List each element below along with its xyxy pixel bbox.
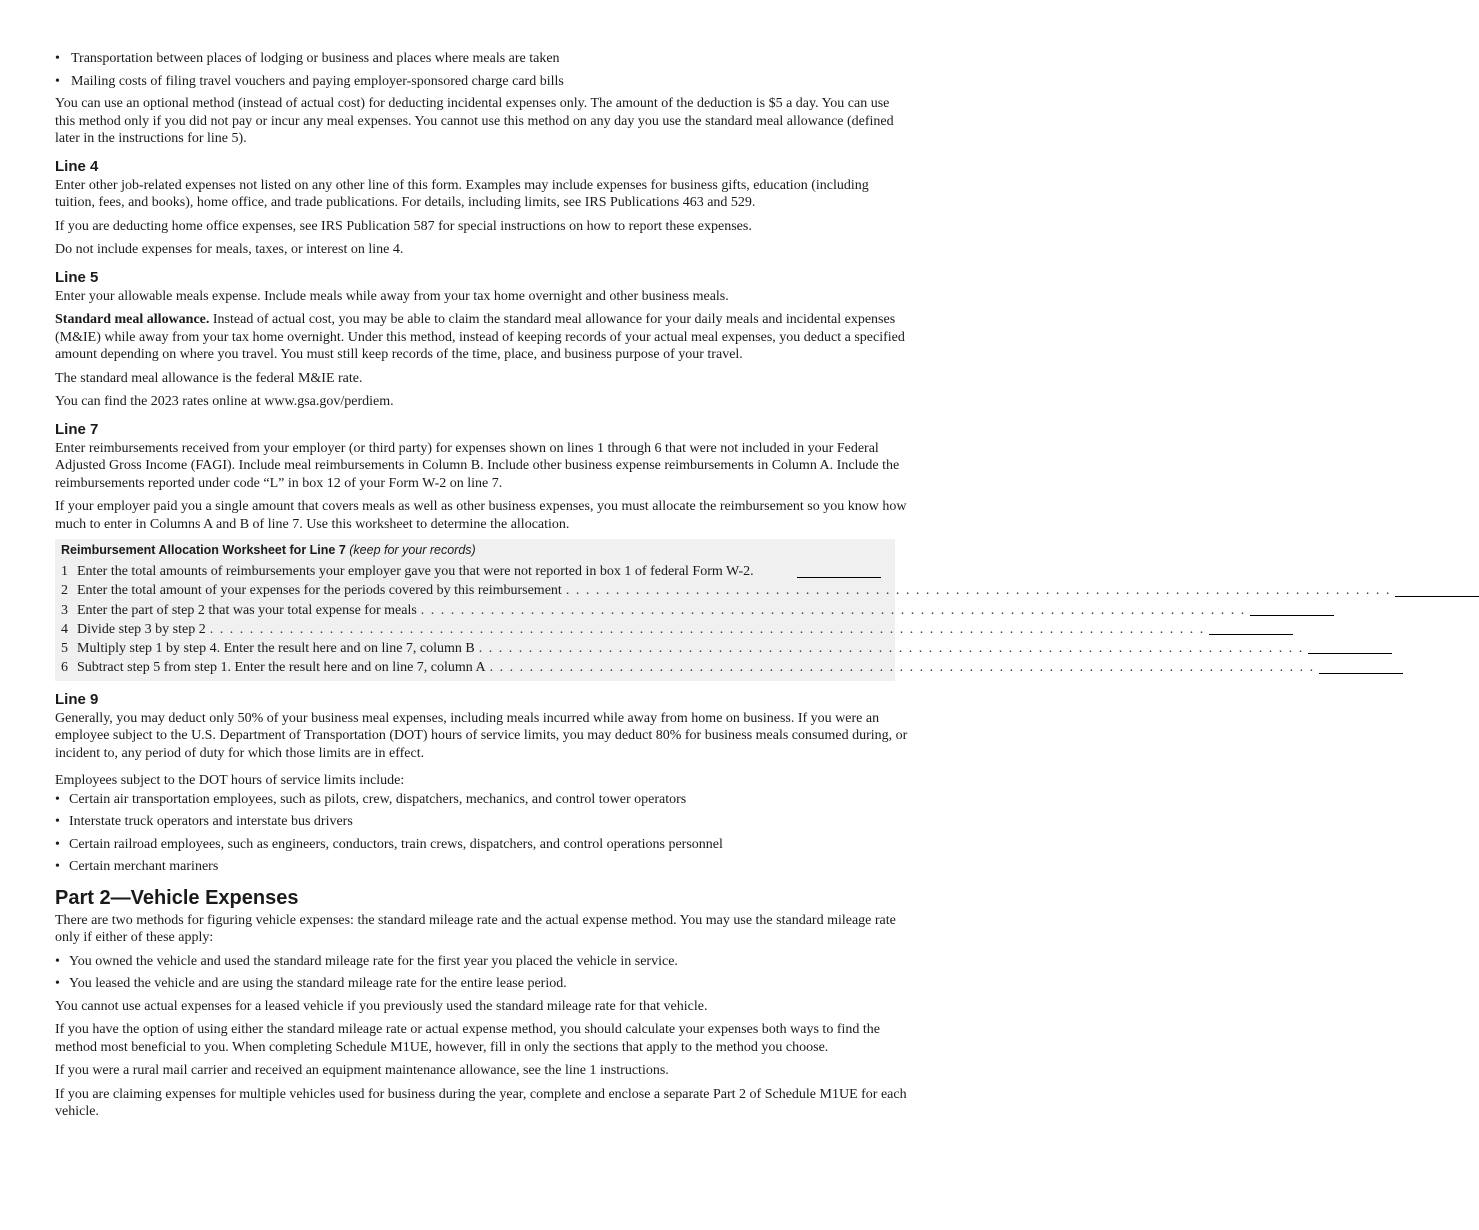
- worksheet-row: [61, 581, 1391, 600]
- worksheet-step-text: Subtract step 5 from step 1. Enter the result here and on line 7, column A: [77, 660, 486, 676]
- worksheet-answer-field[interactable]: [1250, 614, 1334, 616]
- line4-heading: Line 4: [55, 157, 99, 175]
- part2-paragraph: If you were a rural mail carrier and received an equipment maintenance allowance, see the line 1 instructions.: [55, 1063, 669, 1079]
- instructions-page: [55, 50, 1391, 1127]
- dot-leader: . . . . . . . . . . . . . . . . . . . . . . . . . . . . . . . . . . . . . . . . . . . . . . . . . . . . . . . . . . . . . . . . . . . . . . . . . . . . . . . . . . .: [489, 660, 1315, 676]
- list-item: • You leased the vehicle and are using the standard mileage rate for the entire lease period.: [55, 975, 910, 993]
- dot-leader: . . . . . . . . . . . . . . . . . . . . . . . . . . . . . . . . . . . . . . . . . . . . . . . . . . . . . . . . . . . . . . . . . . . . . . . . . . . . . . . . . . .: [420, 602, 1246, 618]
- list-item: • You owned the vehicle and used the standard mileage rate for the first year you placed the vehicle in service.: [55, 953, 910, 971]
- worksheet-step-number: 5: [61, 640, 68, 656]
- incidental-expenses-paragraph: You can use an optional method (instead of actual cost) for deducting incidental expenses only. The amount of the deduction is $5 a day. You can use this method only if you did not pay or incur any meal expenses. You cannot use this method on any day you use the standard meal allowance (defined later in the instructions for line 5).: [55, 96, 894, 146]
- line4-paragraph: Do not include expenses for meals, taxes, or interest on line 4.: [55, 242, 404, 257]
- line9-paragraph: Employees subject to the DOT hours of service limits include:: [55, 773, 405, 789]
- worksheet-title: [61, 542, 881, 560]
- part2-paragraph: If you are claiming expenses for multiple vehicles used for business during the year, complete and enclose a separate Part 2 of Schedule M1UE for each vehicle.: [55, 1086, 907, 1120]
- worksheet-answer-field[interactable]: [1319, 672, 1403, 674]
- worksheet-row: [61, 638, 1304, 657]
- list-item: • Certain railroad employees, such as engineers, conductors, train crews, dispatchers, and control operations personnel: [55, 836, 910, 854]
- list-item: • Transportation between places of lodging or business and places where meals are taken: [55, 50, 910, 68]
- reimbursement-worksheet: [55, 539, 1391, 681]
- part2-paragraph: There are two methods for figuring vehicle expenses: the standard mileage rate and the actual expense method. You may use the standard mileage rate only if either of these apply:: [55, 912, 896, 946]
- part2-paragraph: You cannot use actual expenses for a leased vehicle if you previously used the standard mileage rate for that vehicle.: [55, 998, 708, 1014]
- dot-leader: . . . . . . . . . . . . . . . . . . . . . . . . . . . . . . . . . . . . . . . . . . . . . . . . . . . . . . . . . . . . . . . . . . . . . . . . . . . . . . . . . . .: [565, 583, 1391, 599]
- standard-meal-allowance-text: Instead of actual cost, you may be able to claim the standard meal allowance for your daily meals and incidental expenses (M&IE) while away from your tax home overnight. Under this method, instead of keeping records of your actual meal expenses, you deduct a specified amount depending on where you travel. You must still keep records of the time, place, and business purpose of your travel.: [55, 312, 905, 362]
- list-item: • Interstate truck operators and interstate bus drivers: [55, 813, 910, 831]
- worksheet-answer-field[interactable]: [1308, 652, 1392, 654]
- worksheet-step-number: 4: [61, 621, 68, 637]
- worksheet-row: [61, 619, 1205, 638]
- line5-heading: Line 5: [55, 268, 99, 286]
- part2-paragraph: If you have the option of using either the standard mileage rate or actual expense method, you should calculate your expenses both ways to find the method most beneficial to you. When completing Schedule M1UE, however, fill in only the sections that apply to the method you choose.: [55, 1022, 880, 1055]
- line4-paragraph: If you are deducting home office expenses, see IRS Publication 587 for special instructions on how to report these expenses.: [55, 218, 752, 234]
- part2-heading: Part 2—Vehicle Expenses: [55, 886, 299, 909]
- line4-paragraph: Enter other job-related expenses not listed on any other line of this form. Examples may include expenses for business gifts, education (including tuition, fees, and books), home office, and trade publications. For details, including limits, see IRS Publications 463 and 529.: [55, 177, 869, 210]
- line7-heading: Line 7: [55, 420, 99, 438]
- standard-meal-allowance-term: Standard meal allowance.: [55, 312, 210, 327]
- worksheet-row: [61, 600, 1246, 619]
- worksheet-answer-field[interactable]: [1395, 595, 1479, 597]
- dot-leader: . . . . . . . . . . . . . . . . . . . . . . . . . . . . . . . . . . . . . . . . . . . . . . . . . . . . . . . . . . . . . . . . . . . . . . . . . . . . . . . . . . .: [478, 640, 1304, 656]
- worksheet-step-text: Enter the total amount of your expenses for the periods covered by this reimbursement: [77, 583, 562, 599]
- line9-paragraph: Generally, you may deduct only 50% of your business meal expenses, including meals incurred while away from home on business. If you were an employee subject to the U.S. Department of Transportation (DOT) hours of service limits, you may deduct 80% for business meals consumed during, or incident to, any period of duty for which those limits are in effect.: [55, 710, 908, 761]
- line5-paragraph: Enter your allowable meals expense. Include meals while away from your tax home overnight and other business meals.: [55, 288, 729, 304]
- worksheet-step-text: Enter the total amounts of reimbursements your employer gave you that were not reported in box 1 of federal Form W-2.: [77, 564, 754, 580]
- worksheet-step-number: 1: [61, 564, 68, 580]
- worksheet-step-number: 2: [61, 583, 68, 599]
- worksheet-row: [61, 657, 1315, 676]
- line7-paragraph: Enter reimbursements received from your employer (or third party) for expenses shown on lines 1 through 6 that were not included in your Federal Adjusted Gross Income (FAGI). Include meal reimbursements in Column B. Include other business expense reimbursements in Column A. Include the reimbursements reported under code “L” in box 12 of your Form W-2 on line 7.: [55, 440, 900, 491]
- worksheet-answer-field[interactable]: [1209, 633, 1293, 635]
- line5-paragraph: [55, 311, 910, 364]
- line5-paragraph: You can find the 2023 rates online at www.gsa.gov/perdiem.: [55, 394, 394, 409]
- worksheet-title-text: Reimbursement Allocation Worksheet for Line 7: [61, 543, 346, 557]
- dot-leader: . . . . . . . . . . . . . . . . . . . . . . . . . . . . . . . . . . . . . . . . . . . . . . . . . . . . . . . . . . . . . . . . . . . . . . . . . . . . . . . . . . . . . . . . . . . . . . . . . . . .: [209, 621, 1205, 637]
- line5-paragraph: The standard meal allowance is the federal M&IE rate.: [55, 370, 363, 386]
- list-item: • Certain merchant mariners: [55, 858, 910, 876]
- worksheet-step-text: Multiply step 1 by step 4. Enter the result here and on line 7, column B: [77, 640, 475, 656]
- worksheet-row: [61, 562, 881, 581]
- list-item: • Certain air transportation employees, such as pilots, crew, dispatchers, mechanics, and control tower operators: [55, 791, 910, 809]
- line7-paragraph: If your employer paid you a single amount that covers meals as well as other business expenses, you must allocate the reimbursement so you know how much to enter in Columns A and B of line 7. Use this worksheet to determine the allocation.: [55, 499, 907, 532]
- worksheet-step-text: Enter the part of step 2 that was your total expense for meals: [77, 602, 417, 618]
- worksheet-subtitle: (keep for your records): [349, 543, 476, 557]
- worksheet-answer-field[interactable]: [797, 576, 881, 578]
- list-item: • Mailing costs of filing travel vouchers and paying employer-sponsored charge card bills: [55, 73, 910, 91]
- worksheet-step-number: 6: [61, 660, 68, 676]
- line9-heading: Line 9: [55, 690, 99, 708]
- worksheet-step-text: Divide step 3 by step 2: [77, 621, 206, 637]
- worksheet-step-number: 3: [61, 602, 68, 618]
